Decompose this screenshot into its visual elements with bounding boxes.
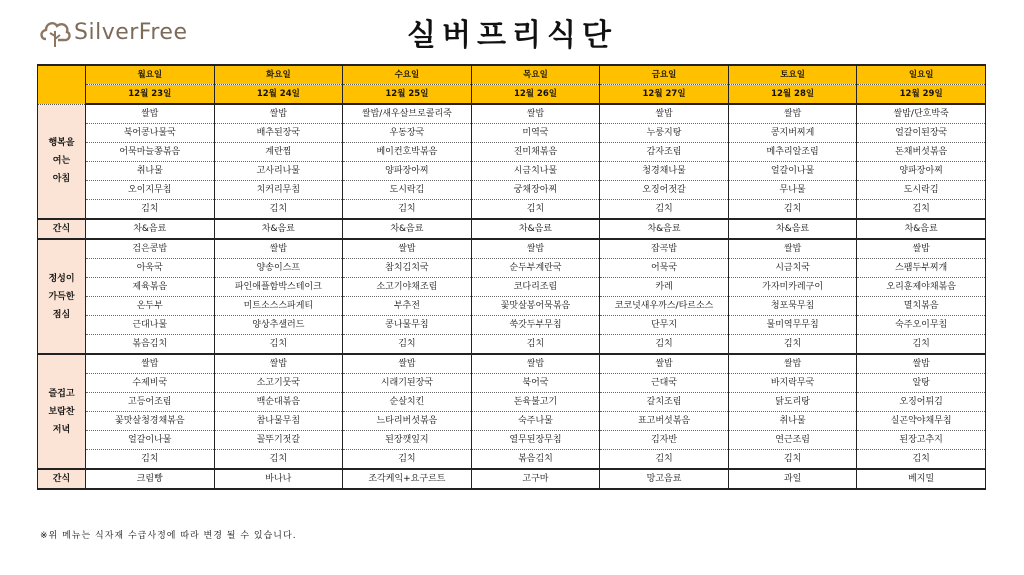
menu-item: 온두부 [86,297,215,316]
brand-name: SilverFree [74,19,188,45]
menu-item: 콩나물무침 [343,316,472,335]
day-date: 12월 23일 [86,85,215,105]
menu-item: 코코넛새우까스/타르소스 [600,297,729,316]
menu-item: 쌀밥 [343,239,472,259]
menu-item: 김치 [214,200,343,220]
menu-item: 시금치나물 [471,162,600,181]
day-name: 일요일 [857,65,986,85]
menu-item: 스팸두부찌개 [857,259,986,278]
meal-row [38,393,986,412]
menu-item: 돈육불고기 [471,393,600,412]
meal-row [38,316,986,335]
meal-label [38,104,86,219]
menu-item: 배추된장국 [214,124,343,143]
menu-item: 쌀밥 [214,104,343,124]
meal-row [38,162,986,181]
menu-item: 어묵국 [600,259,729,278]
menu-item: 도시락김 [857,181,986,200]
menu-item: 가자미카레구이 [728,278,857,297]
menu-item: 차&음료 [86,219,215,239]
menu-item: 김치 [214,335,343,355]
menu-item: 베지밀 [857,469,986,489]
meal-row [38,335,986,355]
menu-item: 양송이스프 [214,259,343,278]
meal-label-line: 저녁 [52,424,71,435]
menu-item: 소고기야채조림 [343,278,472,297]
menu-item: 김치 [343,200,472,220]
menu-item: 쌀밥/단호박죽 [857,104,986,124]
menu-item: 오징어젓갈 [600,181,729,200]
menu-item: 쌀밥 [471,104,600,124]
meal-label-line: 간식 [52,474,71,484]
menu-item: 김치 [728,200,857,220]
menu-item: 차&음료 [214,219,343,239]
menu-item: 김치 [857,335,986,355]
menu-item: 우동장국 [343,124,472,143]
menu-item: 김치 [600,200,729,220]
footnote: ※위 메뉴는 식자재 수급사정에 따라 변경 될 수 있습니다. [40,531,297,541]
meal-row [38,239,986,259]
menu-item: 김치 [471,335,600,355]
meal-row [38,412,986,431]
snack-row [38,219,986,239]
menu-item: 코다리조림 [471,278,600,297]
menu-item: 백순대볶음 [214,393,343,412]
menu-item: 차&음료 [728,219,857,239]
menu-item: 양파장아찌 [857,162,986,181]
day-date: 12월 27일 [600,85,729,105]
menu-item: 궁채장아찌 [471,181,600,200]
day-date: 12월 26일 [471,85,600,105]
meal-row [38,259,986,278]
menu-item: 북어콩나물국 [86,124,215,143]
menu-item: 크림빵 [86,469,215,489]
menu-item: 표고버섯볶음 [600,412,729,431]
menu-item: 김치 [728,335,857,355]
menu-item: 돈채버섯볶음 [857,143,986,162]
meal-row [38,450,986,470]
menu-item: 미역국 [471,124,600,143]
menu-item: 쌀밥 [86,354,215,374]
menu-item: 감자조림 [600,143,729,162]
day-date: 12월 29일 [857,85,986,105]
menu-item: 된장고추지 [857,431,986,450]
menu-item: 열무된장무침 [471,431,600,450]
menu-item: 닭도리탕 [728,393,857,412]
meal-label-line: 행복을 [48,138,75,149]
menu-item: 잡곡밥 [600,239,729,259]
day-date-row [38,85,986,105]
menu-item: 김치 [857,450,986,470]
meal-label-line: 정성이 [48,273,75,284]
menu-item: 순살치킨 [343,393,472,412]
menu-item: 꽃맛살청경채볶음 [86,412,215,431]
menu-table [37,64,986,490]
menu-item: 과일 [728,469,857,489]
meal-label-line: 여는 [52,156,71,167]
day-name: 수요일 [343,65,472,85]
day-name: 목요일 [471,65,600,85]
corner-cell [38,65,86,104]
meal-row [38,278,986,297]
menu-item: 검은콩밥 [86,239,215,259]
menu-item: 연근조림 [728,431,857,450]
menu-item: 시래기된장국 [343,374,472,393]
day-date: 12월 25일 [343,85,472,105]
day-date: 12월 24일 [214,85,343,105]
menu-item: 치커리무침 [214,181,343,200]
menu-item: 오이지무침 [86,181,215,200]
menu-item: 취나물 [728,412,857,431]
menu-item: 김치 [857,200,986,220]
menu-item: 얼갈이나물 [86,431,215,450]
meal-label [38,354,86,469]
menu-item: 아욱국 [86,259,215,278]
day-name-row [38,65,986,85]
menu-item: 미트소스스파게티 [214,297,343,316]
menu-item: 조각케익+요구르트 [343,469,472,489]
menu-item: 차&음료 [857,219,986,239]
menu-item: 북어국 [471,374,600,393]
menu-item: 김치 [343,335,472,355]
menu-item: 근대국 [600,374,729,393]
menu-item: 누룽지탕 [600,124,729,143]
menu-item: 쌀밥 [343,354,472,374]
menu-item: 쌀밥 [86,104,215,124]
menu-item: 순두부계란국 [471,259,600,278]
menu-item: 쑥갓두부무침 [471,316,600,335]
menu-item: 차&음료 [600,219,729,239]
menu-item: 김치 [728,450,857,470]
menu-item: 쌀밥 [471,239,600,259]
menu-item: 쌀밥 [728,104,857,124]
menu-item: 바나나 [214,469,343,489]
menu-item: 김치 [86,200,215,220]
day-name: 금요일 [600,65,729,85]
menu-item: 볶음김치 [86,335,215,355]
menu-item: 파인애플함박스테이크 [214,278,343,297]
menu-item: 물미역무무침 [728,316,857,335]
menu-item: 제육볶음 [86,278,215,297]
menu-item: 참치김치국 [343,259,472,278]
menu-item: 실곤약야채무침 [857,412,986,431]
menu-item: 쌀밥 [728,239,857,259]
menu-item: 근대나물 [86,316,215,335]
meal-label-line: 보람찬 [48,406,75,417]
day-date: 12월 28일 [728,85,857,105]
menu-item: 도시락김 [343,181,472,200]
menu-item: 시금치국 [728,259,857,278]
meal-row [38,200,986,220]
meal-label [38,469,86,489]
meal-row [38,124,986,143]
menu-item: 차&음료 [343,219,472,239]
page-title: 실버프리식단 [407,18,617,53]
menu-item: 김치 [471,200,600,220]
menu-item: 취나물 [86,162,215,181]
menu-item: 김치 [343,450,472,470]
meal-label [38,239,86,354]
meal-label-line: 즐겁고 [48,388,75,399]
menu-item: 청포묵무침 [728,297,857,316]
menu-item: 망고음료 [600,469,729,489]
meal-row [38,297,986,316]
menu-item: 메추리알조림 [728,143,857,162]
meal-row [38,374,986,393]
meal-row [38,354,986,374]
meal-row [38,431,986,450]
meal-row [38,104,986,124]
menu-item: 김자반 [600,431,729,450]
menu-item: 꽃맛살봉어묵볶음 [471,297,600,316]
menu-item: 고구마 [471,469,600,489]
menu-item: 김치 [600,450,729,470]
menu-item: 숙주오이무침 [857,316,986,335]
meal-row [38,181,986,200]
menu-item: 얼갈이나물 [728,162,857,181]
meal-label-line: 점심 [52,309,71,320]
menu-item: 숙주나물 [471,412,600,431]
menu-item: 볶음김치 [471,450,600,470]
menu-item: 오징어튀김 [857,393,986,412]
menu-item: 멸치볶음 [857,297,986,316]
menu-body [38,104,986,489]
meal-row [38,143,986,162]
menu-item: 콩지버찌게 [728,124,857,143]
meal-label-line: 간식 [52,224,71,234]
menu-item: 카레 [600,278,729,297]
menu-item: 차&음료 [471,219,600,239]
menu-item: 소고기뭇국 [214,374,343,393]
menu-item: 청경채나물 [600,162,729,181]
menu-item: 쌀밥 [214,239,343,259]
menu-item: 김치 [214,450,343,470]
menu-item: 된장깻잎지 [343,431,472,450]
day-name: 토요일 [728,65,857,85]
menu-item: 양상추샐러드 [214,316,343,335]
menu-item: 쌀밥 [857,354,986,374]
menu-item: 쌀밥 [857,239,986,259]
menu-item: 얼갈이된장국 [857,124,986,143]
menu-item: 단무지 [600,316,729,335]
menu-item: 김치 [600,335,729,355]
meal-label-line: 가득한 [48,291,75,302]
menu-item: 쌀밥/새우살브로콜리죽 [343,104,472,124]
day-name: 화요일 [214,65,343,85]
menu-item: 쌀밥 [728,354,857,374]
menu-item: 쌀밥 [471,354,600,374]
menu-item: 부추전 [343,297,472,316]
menu-item: 쌀밥 [600,104,729,124]
menu-item: 진미채볶음 [471,143,600,162]
menu-item: 느타리버섯볶음 [343,412,472,431]
menu-item: 양파장아찌 [343,162,472,181]
menu-item: 김치 [86,450,215,470]
menu-item: 갈치조림 [600,393,729,412]
snack-row [38,469,986,489]
meal-label [38,219,86,239]
menu-item: 어묵마늘쫑볶음 [86,143,215,162]
menu-item: 계란찜 [214,143,343,162]
menu-item: 고등어조림 [86,393,215,412]
menu-item: 베이컨호박볶음 [343,143,472,162]
day-name: 월요일 [86,65,215,85]
menu-item: 무나물 [728,181,857,200]
menu-item: 참나물무침 [214,412,343,431]
menu-item: 고사리나물 [214,162,343,181]
menu-item: 알탕 [857,374,986,393]
menu-item: 오리훈제야채볶음 [857,278,986,297]
menu-item: 쌀밥 [214,354,343,374]
menu-item: 수제비국 [86,374,215,393]
menu-item: 바지락무국 [728,374,857,393]
menu-item: 쌀밥 [600,354,729,374]
menu-item: 꼴뚜기젓갈 [214,431,343,450]
meal-label-line: 아침 [52,174,71,185]
